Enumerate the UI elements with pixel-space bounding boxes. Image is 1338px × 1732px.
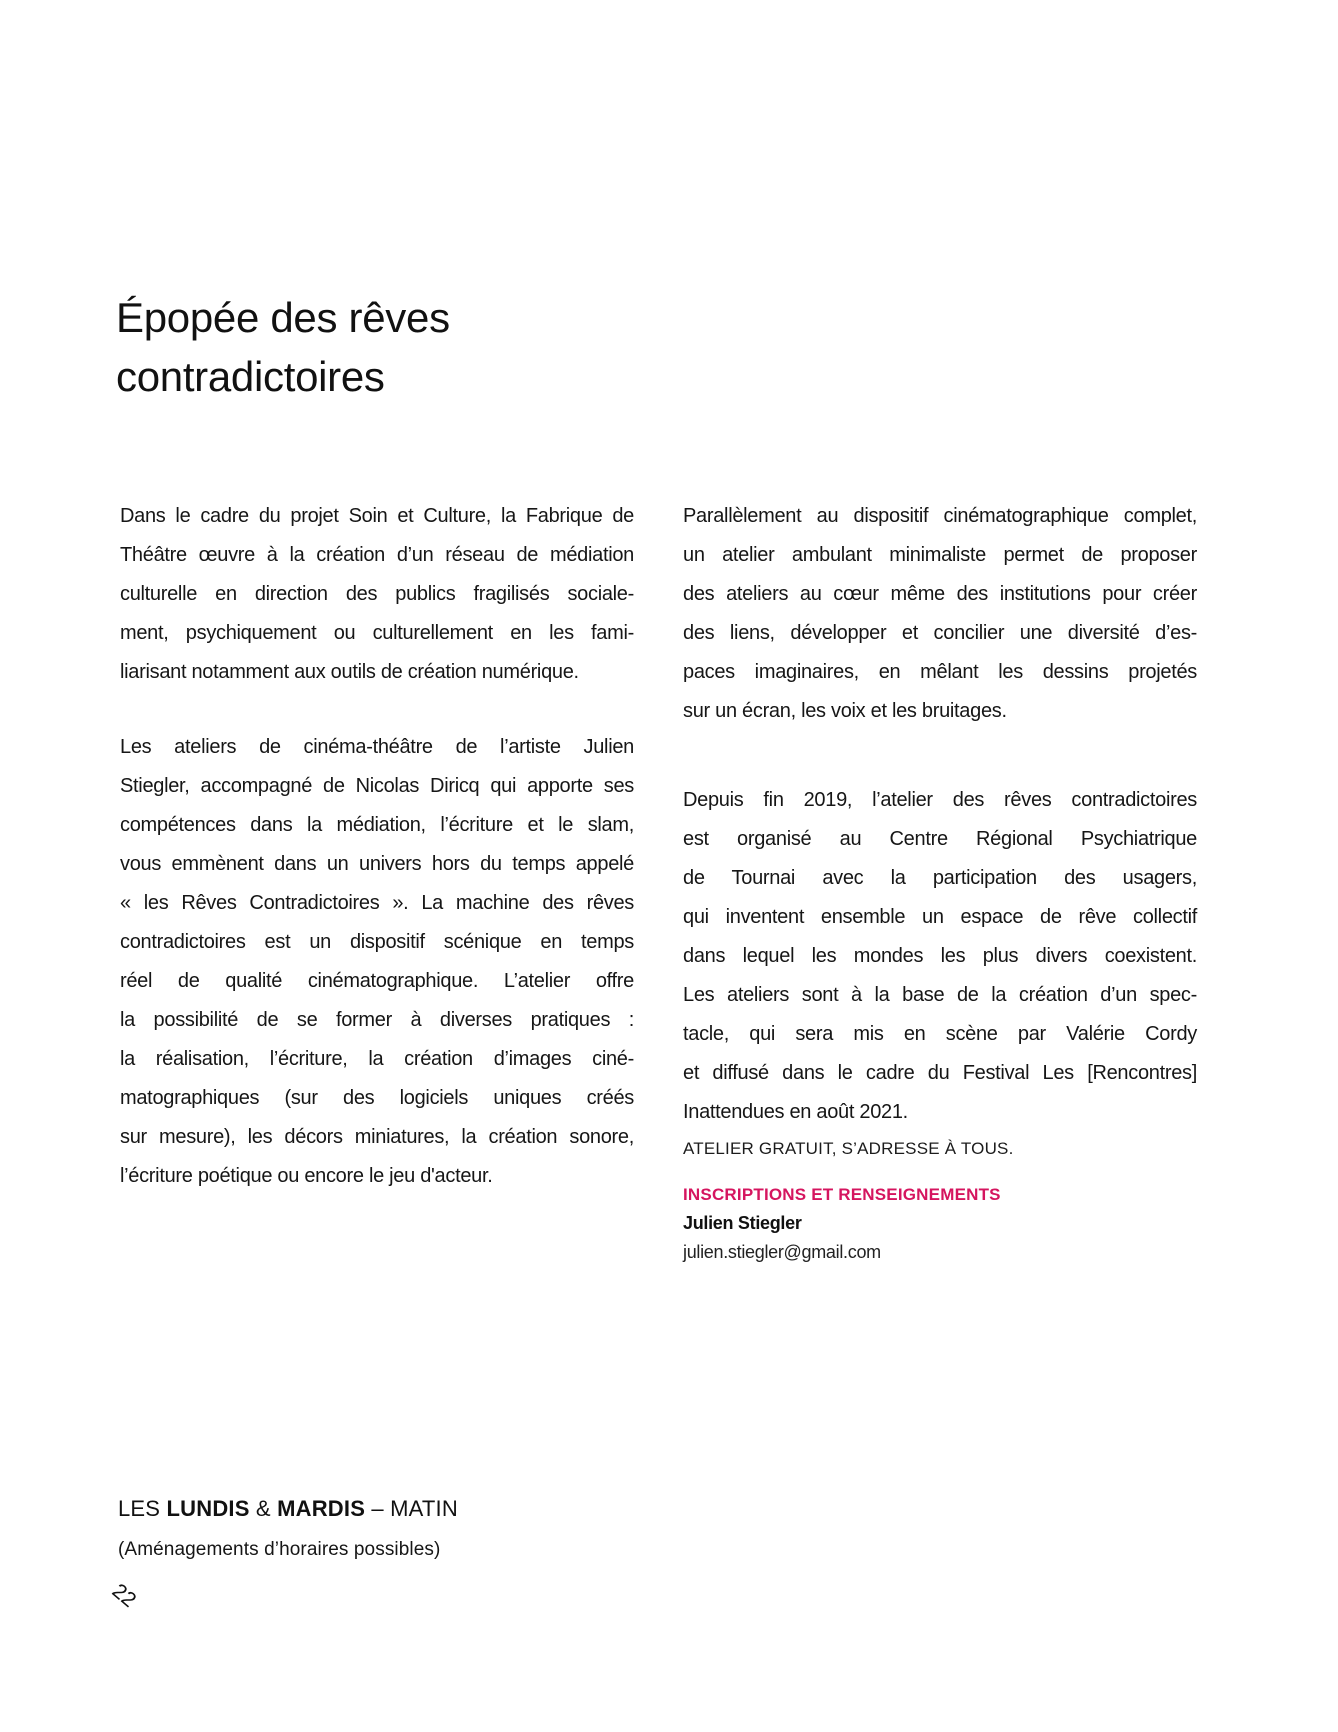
page-title-line2: contradictoires — [116, 353, 385, 400]
schedule-day1: LUNDIS — [166, 1496, 250, 1521]
paragraph-depuis-2019: Depuis fin 2019, l’atelier des rêves contradictoires est organisé au Centre Régional Psychiatrique de Tournai avec la participation des usagers, qui inventent ensemble un espace de rêve collectif dans lequel les mondes les plus divers coexistent. Les ateliers sont à la base de la création d’un spec- tacle, qui sera mis en scène par Valérie Cordy et diffusé dans le cadre du Festival Les [Rencontres] Inattendues en août 2021. — [683, 789, 1197, 1123]
contact-email: julien.stiegler@gmail.com — [683, 1242, 881, 1262]
schedule-line — [118, 1494, 458, 1524]
paragraph-intro: Dans le cadre du projet Soin et Culture, la Fabrique de Théâtre œuvre à la création d’un réseau de médiation culturelle en direction des publics fragilisés sociale- ment, psychiquement ou culturellement en les fami- liarisant notamment aux outils de création numérique. — [120, 505, 634, 683]
left-column — [120, 497, 634, 1196]
schedule-block — [118, 1494, 458, 1565]
schedule-matin: – MATIN — [365, 1496, 458, 1521]
paragraph-dispositif: Parallèlement au dispositif cinématographique complet, un atelier ambulant minimaliste permet de proposer des ateliers au cœur même des institutions pour créer des liens, développer et concilier une diversité d’es- paces imaginaires, en mêlant les dessins projetés sur un écran, les voix et les bruitages. — [683, 505, 1197, 722]
contact-block — [683, 1180, 1197, 1267]
page-title — [116, 288, 450, 406]
page-number: 22 — [107, 1579, 141, 1612]
schedule-amp: & — [249, 1496, 278, 1521]
contact-name: Julien Stiegler — [683, 1213, 802, 1233]
contact-heading: INSCRIPTIONS ET RENSEIGNEMENTS — [683, 1185, 1001, 1204]
paragraph-ateliers: Les ateliers de cinéma-théâtre de l’artiste Julien Stiegler, accompagné de Nicolas Diricq qui apporte ses compétences dans la médiation, l’écriture et le slam, vous emmènent dans un univers hors du temps appelé « les Rêves Contradictoires ». La machine des rêves contradictoires est un dispositif scénique en temps réel de qualité cinématographique. L’atelier offre la possibilité de se former à diverses pratiques : la réalisation, l’écriture, la création d’images ciné- matographiques (sur des logiciels uniques créés sur mesure), les décors miniatures, la création sonore, l’écriture poétique ou encore le jeu d'acteur. — [120, 736, 634, 1187]
free-workshop-note: ATELIER GRATUIT, S’ADRESSE À TOUS. — [683, 1139, 1014, 1158]
schedule-note: (Aménagements d’horaires possibles) — [118, 1539, 441, 1560]
right-column — [683, 497, 1197, 1267]
page-title-line1: Épopée des rêves — [116, 294, 450, 341]
schedule-day2: MARDIS — [277, 1496, 366, 1521]
schedule-les: LES — [118, 1496, 167, 1521]
